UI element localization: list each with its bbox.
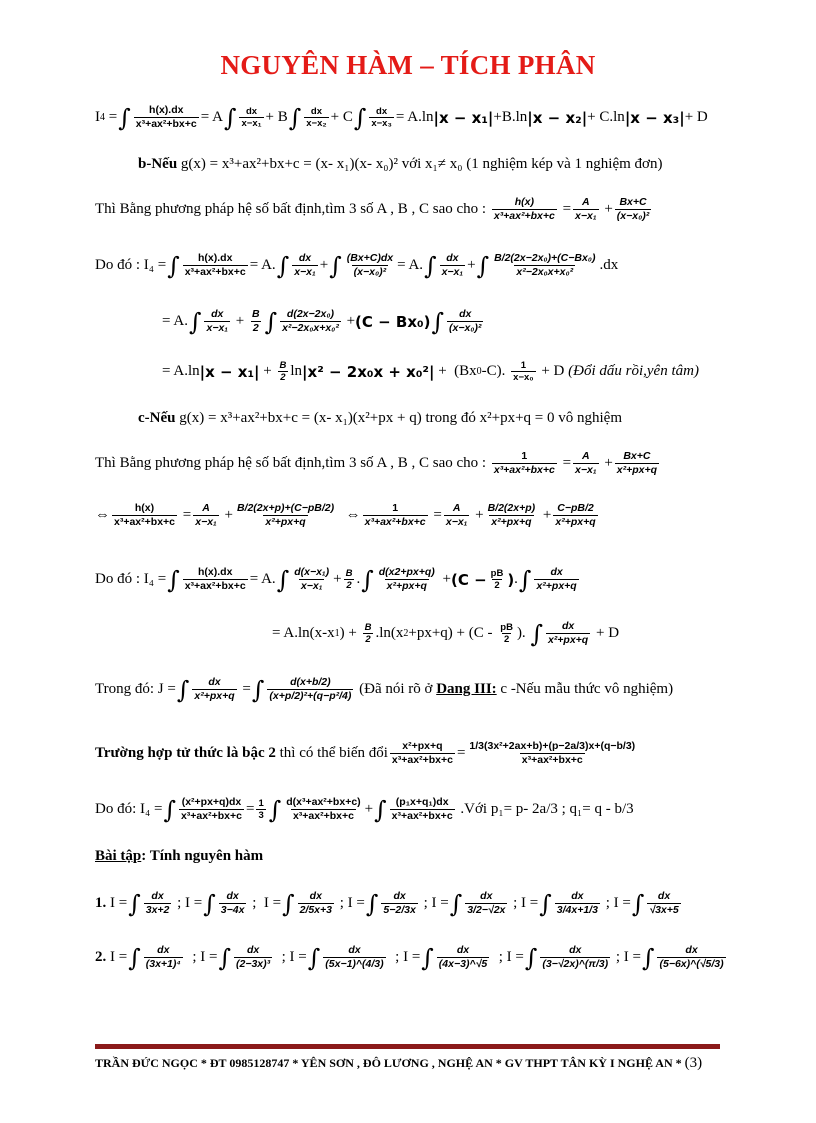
footer-text: TRẦN ĐỨC NGỌC * ĐT 0985128747 * YÊN SƠN , ĐÔ LƯƠNG , NGHỆ AN * GV THPT TÂN KỲ I NGHỆ AN *	[95, 1056, 682, 1070]
formula-line-12: Trong đó: J = ∫ $\frac{dx}{\text{x²+px+q}}$ = ∫ $\frac{d(x+b/2)}{\text{(x+p/2)²+(q−p²/4)}}$ (Đã nói rõ ở Dang III: c -Nếu mẫu thức vô nghiệm)	[95, 675, 674, 704]
trong-do-label: Trong đó: J =	[95, 681, 176, 697]
truong-hop-text: thì có thể biến đổi	[279, 745, 388, 761]
footer-divider	[95, 1044, 720, 1049]
case-c-text: g(x) = x³+ax²+bx+c = (x- x₁)(x²+px + q) trong đó x²+px+q = 0 vô nghiệm	[179, 410, 622, 426]
coefficient-line-c: Thì Bằng phương pháp hệ số bất định,tìm 3 số A , B , C sao cho : $\frac{1}{\text{x³+ax²+bx+c}}$ = $\frac{A}{\text{x−x₁}}$ + $\frac{Bx+C}{\text{x²+px+q}}$	[95, 450, 658, 476]
page-number: (3)	[684, 1055, 703, 1071]
exercise-1: 1. I = ∫ $\frac{dx}{3x+2}$ ; I = ∫ $\frac{dx}{3-4x}$ ; I = ∫ $\frac{dx}{2/5x+3}$ ; I = ∫ $\frac{dx}{5-2/3x}$ ; I = ∫ $\frac{dx}{3/2-√2x}$ ; I = ∫ $\frac{dx}{3/4x+1/3}$ ; I = ∫ $\frac{dx}{√3x+5}$	[95, 889, 679, 918]
exercise-heading	[95, 848, 263, 865]
case-c-label: c-Nếu	[138, 410, 176, 426]
formula-line-11: = A.ln(x-x 1 ) + $\frac{B}{2}$ .ln(x 2 +px+q) + (C - $\frac{pB}{2}$ ). ∫ $\frac{dx}{\text{x²+px+q}}$ + D	[272, 619, 620, 648]
formula-line-9: ⇔ $\frac{h(x)}{\text{x³+ax²+bx+c}}$ = $\frac{A}{\text{x−x₁}}$ + $\frac{B/2(2x+p)+(C-pB/2)}{\text{x²+px+q}}$ ⇔ $\frac{1}{\text{x³+ax²+bx+c}}$ = $\frac{A}{\text{x−x₁}}$ + $\frac{B/2(2x+p)}{\text{x²+px+q}}$ + $\frac{C-pB/2}{\text{x²+px+q}}$	[95, 502, 596, 528]
formula-line-5: = A. ∫ $\frac{dx}{\text{x−x₁}}$ + $\frac{B}{2}$ ∫ $\frac{\text{d(2x−2x₀)}}{\text{x²−2x₀x+x₀²}}$ + (C − Bx₀) ∫ $\frac{dx}{\text{(x−x₀)²}}$	[162, 307, 482, 336]
exercise-2: 2. I = ∫ $\frac{dx}{\text{(3x+1)⁴}}$ ; I = ∫ $\frac{dx}{\text{(2−3x)³}}$ ; I = ∫ $\frac{dx}{(5x-1)\^{}(4/3)}$ ; I = ∫ $\frac{dx}{(4x-3)\^{}√5}$ ; I = ∫ $\frac{dx}{(3-√2x)\^{}(\pi/3)}$ ; I = ∫ $\frac{dx}{(5-6x)\^{}(√5/3)}$	[95, 943, 724, 972]
formula-line-6: = A.ln |x − x₁| + $\frac{B}{2}$ ln |x² − 2x₀x + x₀²| + (Bx 0 -C). $\frac{1}{\text{x−x₀}}$ + D (Đổi dấu rồi,yên tâm)	[162, 360, 699, 383]
coefficient-text: Thì Bằng phương pháp hệ số bất định,tìm 3 số A , B , C sao cho :	[95, 201, 487, 217]
truong-hop-label: Trường hợp tử thức là bậc 2	[95, 745, 276, 761]
note-b: c -Nếu mẫu thức vô nghiệm)	[500, 681, 674, 697]
case-b-line	[138, 156, 662, 173]
coefficient-line-b: Thì Bằng phương pháp hệ số bất định,tìm 3 số A , B , C sao cho : $\frac{h(x)}{\text{x³+ax²+bx+c}}$ = $\frac{A}{\text{x−x₁}}$ + $\frac{Bx+C}{\text{(x−x₀)²}}$	[95, 196, 650, 222]
formula-line-1: I 4 = ∫ $\frac{h(x).dx}{\text{x³+ax²+bx+c}}$ = A ∫ $\frac{dx}{\text{x−x₁}}$ + B ∫ $\frac{dx}{\text{x−x₂}}$ + C ∫ $\frac{dx}{\text{x−x₃}}$ = A.ln |x − x₁| +B.ln |x − x₂| + C.ln |x − x₃| + D	[95, 103, 708, 132]
formula-line-14: Do đó: I₄ = ∫ $\frac{\text{(x²+px+q)dx}}{\text{x³+ax²+bx+c}}$ = $\frac{1}{3}$ ∫ $\frac{\text{d(x³+ax²+bx+c)}}{\text{x³+ax²+bx+c}}$ + ∫ $\frac{\text{(p₁x+q₁)dx}}{\text{x³+ax²+bx+c}}$ .Với p₁= p- 2a/3 ; q₁= q - b/3	[95, 795, 634, 824]
footer	[95, 1055, 702, 1072]
bai-tap-label: Bài tập	[95, 848, 142, 864]
page-title: NGUYÊN HÀM – TÍCH PHÂN	[220, 50, 596, 80]
formula-line-4: Do đó : I₄ = ∫ $\frac{h(x).dx}{\text{x³+ax²+bx+c}}$ = A. ∫ $\frac{dx}{\text{x−x₁}}$ + ∫ $\frac{(Bx+C)dx}{\text{(x−x₀)²}}$ = A. ∫ $\frac{dx}{\text{x−x₁}}$ + ∫ $\frac{\text{B/2(2x−2x₀)+(C−Bx₀)}}{\text{x²−2x₀x+x₀²}}$ .dx	[95, 251, 619, 280]
note-a: (Đã nói rõ ở	[359, 681, 433, 697]
formula-line-10: Do đó : I₄ = ∫ $\frac{h(x).dx}{\text{x³+ax²+bx+c}}$ = A. ∫ $\frac{\text{d(x−x₁)}}{\text{x−x₁}}$ + $\frac{B}{2}$ . ∫ $\frac{d(x2+px+q)}{\text{x²+px+q}}$ + (C − $\frac{pB}{2}$ ) . ∫ $\frac{dx}{\text{x²+px+q}}$	[95, 565, 577, 594]
coefficient-text-c: Thì Bằng phương pháp hệ số bất định,tìm 3 số A , B , C sao cho :	[95, 455, 487, 471]
bai-tap-text: : Tính nguyên hàm	[141, 848, 264, 864]
case-c-line	[138, 410, 622, 427]
formula-line-13: Trường hợp tử thức là bậc 2 thì có thể biến đổi $\frac{\text{x²+px+q}}{\text{x³+ax²+bx+c}}$ = $\frac{\text{1/3(3x²+2ax+b)+(p−2a/3)x+(q−b/3)}}{\text{x³+ax²+bx+c}}$	[95, 740, 636, 766]
note: (Đổi dấu rồi,yên tâm)	[568, 363, 699, 379]
exercise-2-label: 2.	[95, 949, 107, 965]
voi-text: .Với p₁= p- 2a/3 ; q₁= q - b/3	[460, 801, 634, 817]
do-do-label-3: Do đó: I₄ =	[95, 801, 163, 817]
case-b-label: b-Nếu	[138, 156, 178, 172]
case-b-text: g(x) = x³+ax²+bx+c = (x- x₁)(x- x₀)² với x₁≠ x₀ (1 nghiệm kép và 1 nghiệm đơn)	[180, 156, 663, 172]
dang-link: Dang III:	[436, 681, 497, 697]
exercise-1-label: 1.	[95, 895, 107, 911]
do-do-label: Do đó : I₄ =	[95, 257, 167, 273]
do-do-label-2: Do đó : I₄ =	[95, 571, 167, 587]
